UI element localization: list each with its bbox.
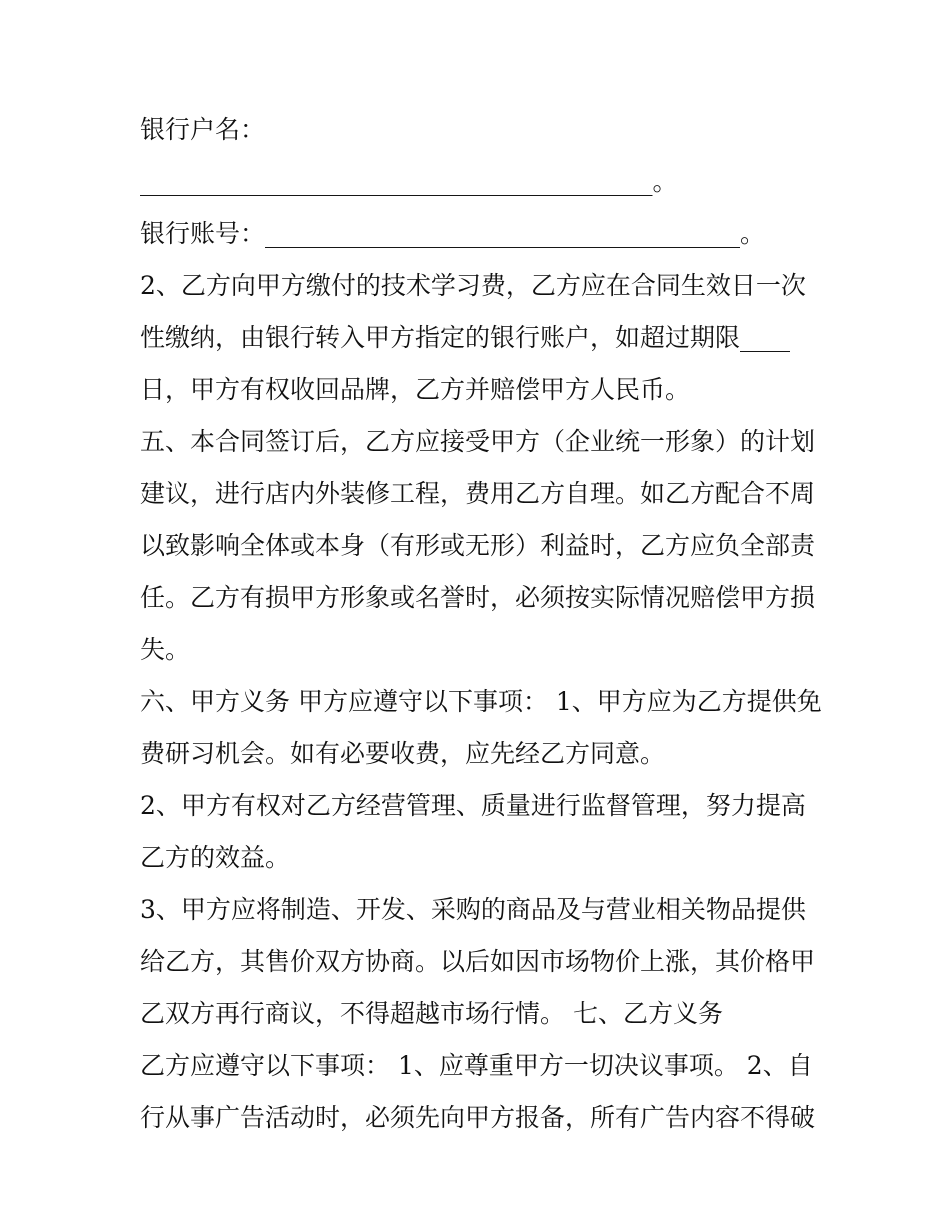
paragraph-line: 五、本合同签订后，乙方应接受甲方（企业统一形象）的计划 (140, 427, 816, 456)
paragraph-line: 3、甲方应将制造、开发、采购的商品及与营业相关物品提供 (140, 895, 806, 924)
bank-account-number-line: 银行账号：______________________________________。 (140, 219, 766, 248)
bank-account-name-blank: _________________________________________。 (140, 167, 678, 196)
paragraph-line: 2、乙方向甲方缴付的技术学习费，乙方应在合同生效日一次 (140, 271, 806, 300)
paragraph-line: 任。乙方有损甲方形象或名誉时，必须按实际情况赔偿甲方损 (140, 583, 816, 612)
paragraph-line: 以致影响全体或本身（有形或无形）利益时，乙方应负全部责 (140, 531, 816, 560)
paragraph-line: 建议，进行店内外装修工程，费用乙方自理。如乙方配合不周 (140, 479, 816, 508)
paragraph-line: 乙方应遵守以下事项： 1、应尊重甲方一切决议事项。 2、自 (140, 1051, 813, 1080)
paragraph-line: 行从事广告活动时，必须先向甲方报备，所有广告内容不得破 (140, 1103, 816, 1132)
paragraph-line: 失。 (140, 635, 191, 664)
bank-account-name-line: 银行户名： (140, 115, 266, 144)
paragraph-line: 2、甲方有权对乙方经营管理、质量进行监督管理，努力提高 (140, 791, 806, 820)
paragraph-line: 日，甲方有权收回品牌，乙方并赔偿甲方人民币。 (140, 375, 691, 404)
paragraph-line: 乙方的效益。 (140, 843, 291, 872)
paragraph-line: 性缴纳，由银行转入甲方指定的银行账户，如超过期限____ (140, 323, 791, 352)
paragraph-line: 六、甲方义务 甲方应遵守以下事项： 1、甲方应为乙方提供免 (140, 687, 822, 716)
paragraph-line: 给乙方，其售价双方协商。以后如因市场物价上涨，其价格甲 (140, 947, 816, 976)
paragraph-line: 乙双方再行商议，不得超越市场行情。 七、乙方义务 (140, 999, 723, 1028)
paragraph-line: 费研习机会。如有必要收费，应先经乙方同意。 (140, 739, 666, 768)
